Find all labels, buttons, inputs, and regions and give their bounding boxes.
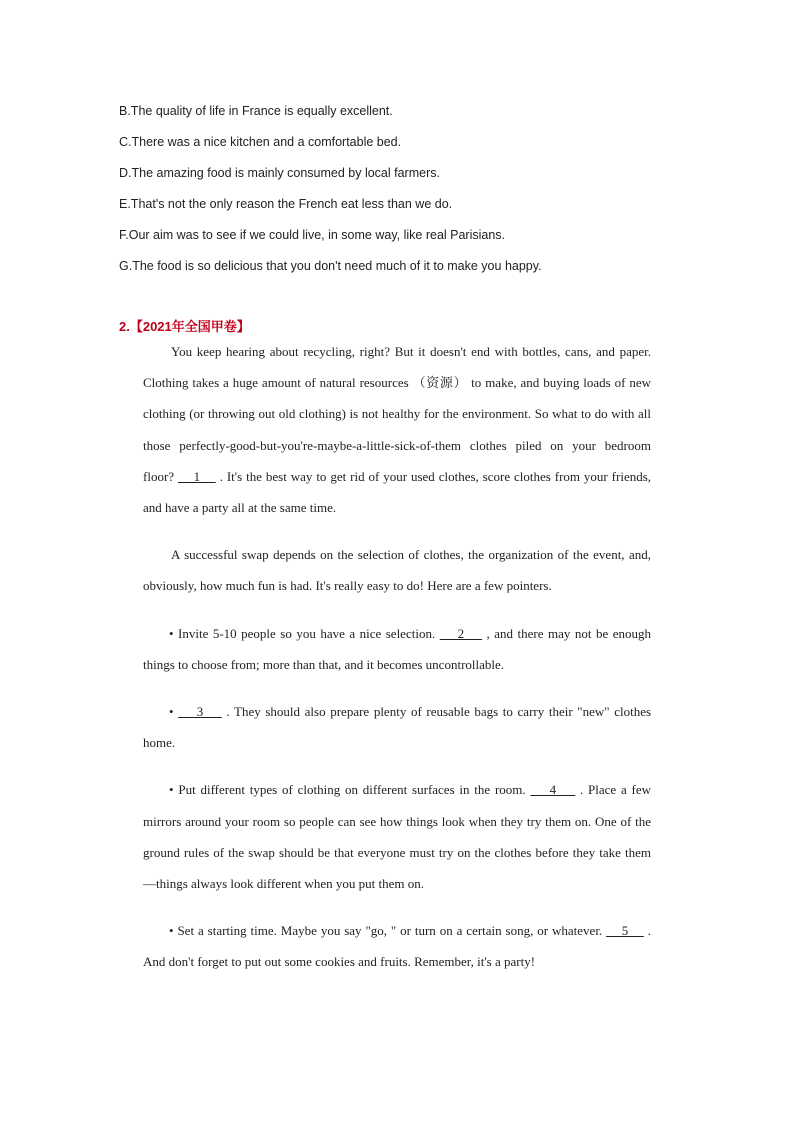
bullet-bags <box>143 696 651 758</box>
blank-2: 2 <box>439 625 483 641</box>
bullet-text: • Set a starting time. Maybe you say "go, " or turn on a certain song, or whatever. <box>169 923 603 939</box>
bullet-text: • <box>169 704 174 720</box>
option-f: F.Our aim was to see if we could live, in some way, like real Parisians. <box>119 228 506 242</box>
bullet-text: • Put different types of clothing on different surfaces in the room. <box>169 782 526 798</box>
bullet-text: . They should also prepare plenty of reusable bags to carry their "new" clothes home. <box>143 704 652 751</box>
paragraph-intro <box>143 336 651 523</box>
blank-1: 1 <box>177 468 216 484</box>
option-b: B.The quality of life in France is equally excellent. <box>119 104 393 118</box>
blank-5: 5 <box>606 923 644 939</box>
bullet-start-time <box>143 915 651 977</box>
section-heading: 2.【2021年全国甲卷】 <box>119 319 250 334</box>
bullet-invite <box>143 618 651 680</box>
paragraph-text: . It's the best way to get rid of your used clothes, score clothes from your friends, and have a party all at the same time. <box>143 468 652 516</box>
blank-4: 4 <box>530 782 576 798</box>
bullet-text: • Invite 5-10 people so you have a nice selection. <box>169 625 436 641</box>
bullet-text: , and there may not be enough things to choose from; more than that, and it becomes uncontrollable. <box>143 625 651 672</box>
option-e: E.That's not the only reason the French eat less than we do. <box>119 197 453 211</box>
bullet-text: . Place a few mirrors around your room so people can see how things look when they try them on. One of the ground rules of the swap should be that everyone must try on the clothes before they take them —things always look different when you put them on. <box>143 782 651 892</box>
paragraph-text: You keep hearing about recycling, right? But it doesn't end with bottles, cans, and paper. Clothing takes a huge amount of natural resources （资源） to make, and buying loads of new clothing (or throwing out old clothing) is not healthy for the environment. So what to do with all those perfectly-good-but-you're-maybe-a-little-sick-of-them clothes piled on your bedroom floor? <box>143 344 651 484</box>
option-g: G.The food is so delicious that you don't need much of it to make you happy. <box>119 259 542 273</box>
blank-3: 3 <box>178 704 222 720</box>
option-d: D.The amazing food is mainly consumed by local farmers. <box>119 166 440 180</box>
reading-passage <box>143 336 651 994</box>
answer-options <box>119 101 679 287</box>
paragraph-swap: A successful swap depends on the selection of clothes, the organization of the event, and, obviously, how much fun is had. It's really easy to do! Here are a few pointers. <box>143 547 651 594</box>
option-c: C.There was a nice kitchen and a comfortable bed. <box>119 135 402 149</box>
bullet-text: . And don't forget to put out some cookies and fruits. Remember, it's a party! <box>143 923 651 970</box>
bullet-surfaces <box>143 774 651 899</box>
